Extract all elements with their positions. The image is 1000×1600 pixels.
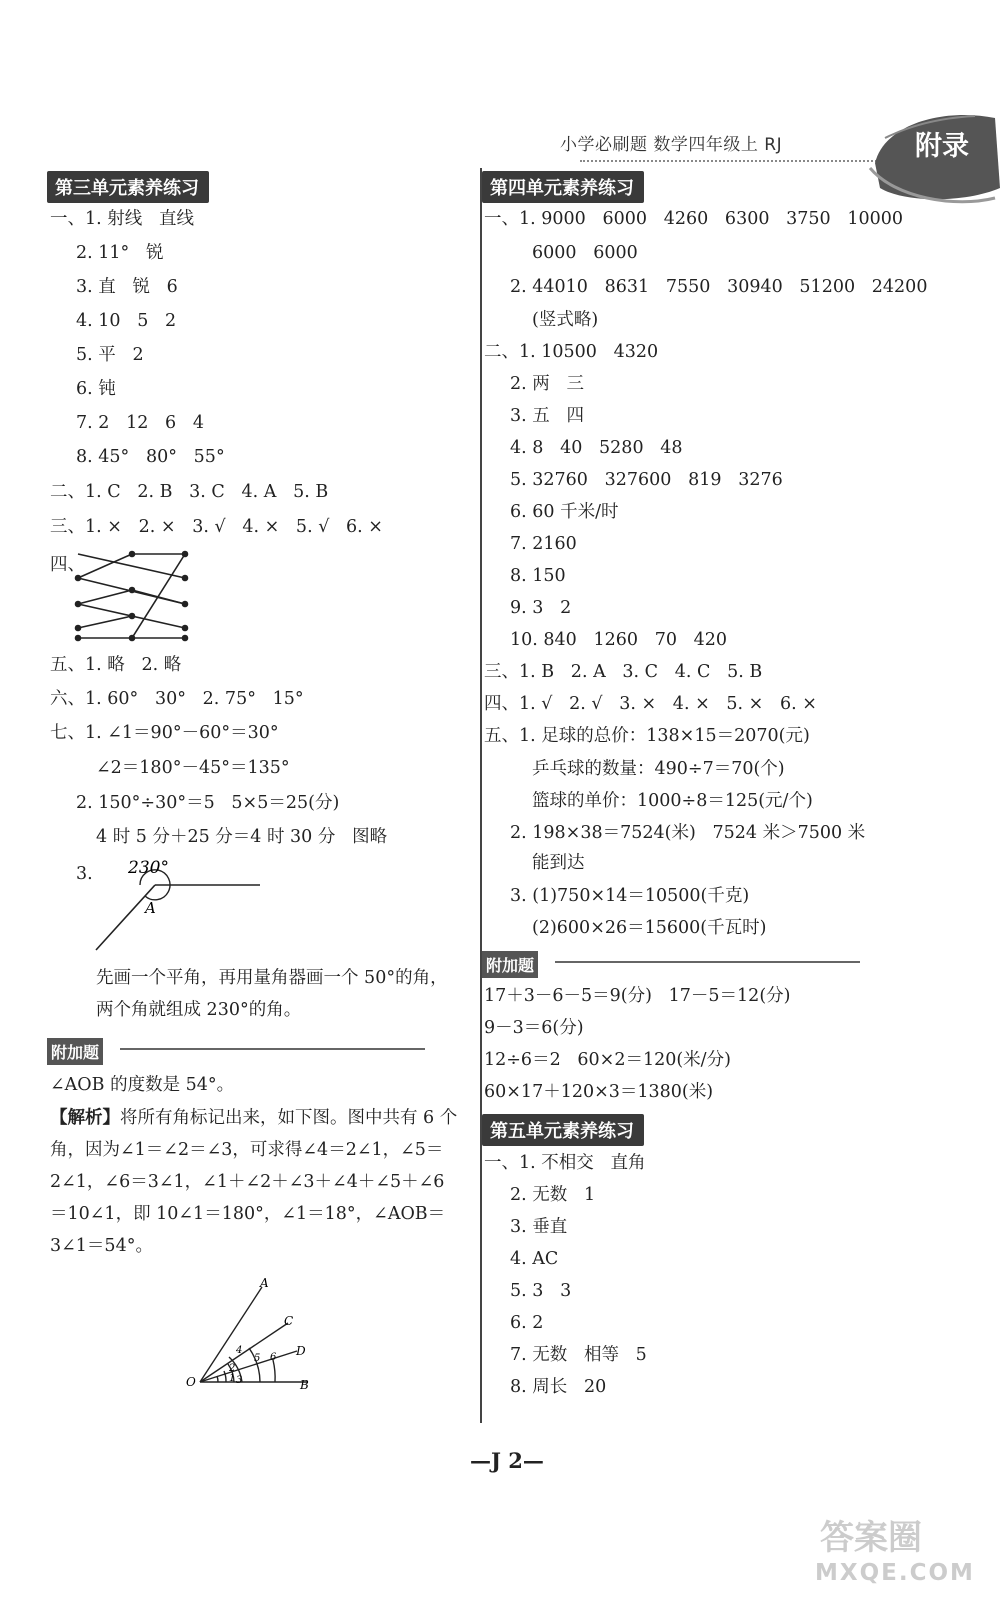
answer-line: 2. 无数 1 — [510, 1185, 596, 1205]
answer-line: 5. 32760 327600 819 3276 — [510, 470, 783, 490]
answer-line: 4. 8 40 5280 48 — [510, 438, 683, 458]
answer-line: 3. 五 四 — [510, 406, 584, 426]
answer-line: 7. 2160 — [510, 534, 577, 554]
appendix-tab: 附录 — [915, 131, 969, 162]
answer-line: 4. AC — [510, 1249, 559, 1269]
label-D: D — [296, 1344, 306, 1358]
answer-line: 2. 198×38＝7524(米) 7524 米＞7500 米 — [510, 823, 866, 843]
answer-line: 四、1. √ 2. √ 3. × 4. × 5. × 6. × — [484, 694, 817, 714]
answer-line: 二、1. 10500 4320 — [484, 342, 659, 362]
column-divider — [480, 168, 482, 1423]
label-O: O — [186, 1375, 196, 1389]
answer-line: 10. 840 1260 70 420 — [510, 630, 728, 650]
answer-line: 6. 60 千米/时 — [510, 502, 619, 522]
label-5: 5 — [254, 1353, 261, 1364]
answer-line: 三、1. × 2. × 3. √ 4. × 5. √ 6. × — [50, 517, 383, 537]
answer-line: 4 时 5 分＋25 分＝4 时 30 分 图略 — [96, 827, 388, 847]
angle-230-figure — [90, 855, 270, 955]
answer-line: 一、1. 射线 直线 — [50, 209, 194, 229]
answer-line: 8. 45° 80° 55° — [76, 447, 225, 467]
answer-line: 9. 3 2 — [510, 598, 572, 618]
answer-line: 乒乓球的数量：490÷7＝70(个) — [532, 759, 785, 779]
point-A-label: A — [145, 899, 156, 917]
answer-line: 2. 150°÷30°＝5 5×5＝25(分) — [76, 793, 340, 813]
label-C: C — [284, 1314, 294, 1328]
answer-line: 2. 两 三 — [510, 374, 584, 394]
extra-title-rule — [120, 1048, 425, 1050]
q73-explanation: 先画一个平角，再用量角器画一个 50°的角，两个角就组成 230°的角。 — [96, 968, 448, 1020]
extra-question-title: 附加题 — [482, 951, 538, 978]
answer-line: 12÷6＝2 60×2＝120(米/分) — [484, 1050, 731, 1070]
answer-line: 6000 6000 — [532, 243, 638, 263]
answer-line: 3. — [76, 864, 93, 884]
section-title-unit4: 第四单元素养练习 — [482, 171, 644, 203]
answer-line: 7. 2 12 6 4 — [76, 413, 204, 433]
analysis-text: 将所有角标记出来，如下图。图中共有 6 个角，因为∠1＝∠2＝∠3，可求得∠4＝2∠1，∠5＝2∠1，∠6＝3∠1，∠1＋∠2＋∠3＋∠4＋∠5＋∠6＝10∠1，即 10∠1＝180°，∠1＝18°，∠AOB＝3∠1＝54°。 — [50, 1108, 458, 1256]
answer-line: 5. 平 2 — [76, 345, 144, 365]
extra-title-rule — [555, 961, 860, 963]
answer-line: 8. 周长 20 — [510, 1377, 607, 1397]
page-number: —J 2— — [470, 1448, 544, 1473]
answer-line: (竖式略) — [532, 310, 599, 330]
answer-line: 8. 150 — [510, 566, 566, 586]
section-title-unit5: 第五单元素养练习 — [482, 1114, 644, 1146]
answer-line: 9－3＝6(分) — [484, 1018, 584, 1038]
answer-line: 四、 — [50, 555, 85, 575]
answer-line: 一、1. 9000 6000 4260 6300 3750 10000 — [484, 209, 904, 229]
matching-lines-figure — [70, 548, 200, 648]
extra-question-title: 附加题 — [47, 1038, 103, 1065]
answer-line: 一、1. 不相交 直角 — [484, 1153, 646, 1173]
label-A: A — [260, 1276, 269, 1290]
angle-aob-figure — [180, 1275, 320, 1395]
answer-line: 五、1. 略 2. 略 — [50, 655, 182, 675]
answer-line: 5. 3 3 — [510, 1281, 572, 1301]
answer-line: 6. 2 — [510, 1313, 544, 1333]
analysis-label: 【解析】 — [50, 1108, 120, 1128]
watermark-logo: 答案圈 — [820, 1518, 922, 1558]
answer-line: 7. 无数 相等 5 — [510, 1345, 647, 1365]
answer-line: 二、1. C 2. B 3. C 4. A 5. B — [50, 482, 329, 502]
label-4: 4 — [236, 1345, 243, 1356]
answer-line: 篮球的单价：1000÷8＝125(元/个) — [532, 791, 813, 811]
answer-line: 七、1. ∠1＝90°－60°＝30° — [50, 723, 279, 743]
answer-line: 三、1. B 2. A 3. C 4. C 5. B — [484, 662, 763, 682]
label-B: B — [300, 1378, 309, 1392]
watermark-url: MXQE.COM — [815, 1560, 975, 1586]
answer-line: 3. (1)750×14＝10500(千克) — [510, 886, 750, 906]
angle-230-label: 230° — [128, 858, 169, 878]
answer-line: 能到达 — [532, 853, 585, 873]
section-title-unit3: 第三单元素养练习 — [47, 171, 209, 203]
answer-line: 4. 10 5 2 — [76, 311, 177, 331]
answer-line: 2. 11° 锐 — [76, 243, 164, 263]
answer-line: 60×17＋120×3＝1380(米) — [484, 1082, 714, 1102]
answer-line: 17＋3－6－5＝9(分) 17－5＝12(分) — [484, 986, 791, 1006]
book-title: 小学必刷题 数学四年级上 RJ — [560, 135, 783, 155]
answer-line: (2)600×26＝15600(千瓦时) — [532, 918, 767, 938]
analysis-paragraph — [50, 1102, 460, 1262]
answer-line: 6. 钝 — [76, 379, 116, 399]
header-dotted-rule — [580, 160, 880, 162]
label-3: 3 — [236, 1375, 243, 1386]
answer-line: 3. 垂直 — [510, 1217, 568, 1237]
answer-line: 五、1. 足球的总价：138×15＝2070(元) — [484, 726, 810, 746]
answer-line: 2. 44010 8631 7550 30940 51200 24200 — [510, 277, 928, 297]
label-6: 6 — [270, 1352, 277, 1363]
answer-line: 3. 直 锐 6 — [76, 277, 178, 297]
extra-answer: ∠AOB 的度数是 54°。 — [50, 1075, 235, 1095]
label-1: 1 — [229, 1373, 236, 1384]
label-2: 2 — [229, 1363, 236, 1374]
answer-line: ∠2＝180°－45°＝135° — [96, 758, 290, 778]
answer-line: 六、1. 60° 30° 2. 75° 15° — [50, 689, 304, 709]
